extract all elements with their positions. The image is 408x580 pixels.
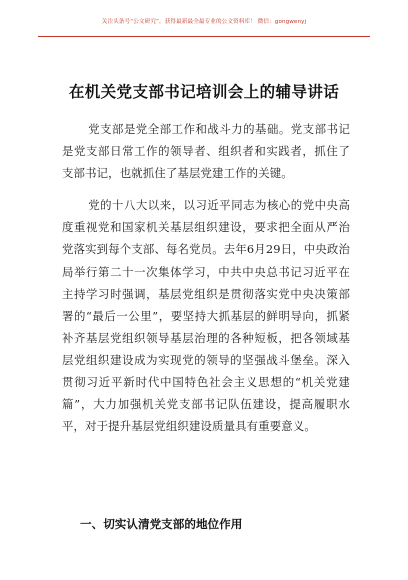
header-note: 关注头条号“公文研究”，获得最新最全最专业的公文资料库！ 微信：gongwenyj	[101, 19, 307, 25]
body-paragraph: 党支部是党全部工作和战斗力的基础。党支部书记是党支部日常工作的领导者、组织者和实践者，抓住了支部书记，也就抓住了基层党建工作的关键。	[62, 122, 350, 181]
document-body	[62, 118, 350, 447]
body-paragraph: 党的十八大以来，以习近平同志为核心的党中央高度重视党和国家机关基层组织建设，要求把全面从严治党落实到每个支部、每名党员。去年6月29日，中央政治局举行第二十一次集体学习，中共中央总书记习近平在主持学习时强调，基层党组织是贯彻落实党中央决策部署的“最后一公里”，要坚持大抓基层的鲜明导向，抓紧补齐基层党组织领导基层治理的各种短板，把各领域基层党组织建设成为实现党的领导的坚强战斗堡垒。深入贯彻习近平新时代中国特色社会主义思想的“机关党建篇”，大力加强机关党支部书记队伍建设，提高履职水平，对于提升基层党组织建设质量具有重要意义。	[62, 198, 350, 434]
document-title: 在机关党支部书记培训会上的辅导讲话	[68, 83, 340, 101]
header-divider	[38, 36, 370, 37]
section-heading: 一、切实认清党支部的地位作用	[80, 517, 243, 531]
